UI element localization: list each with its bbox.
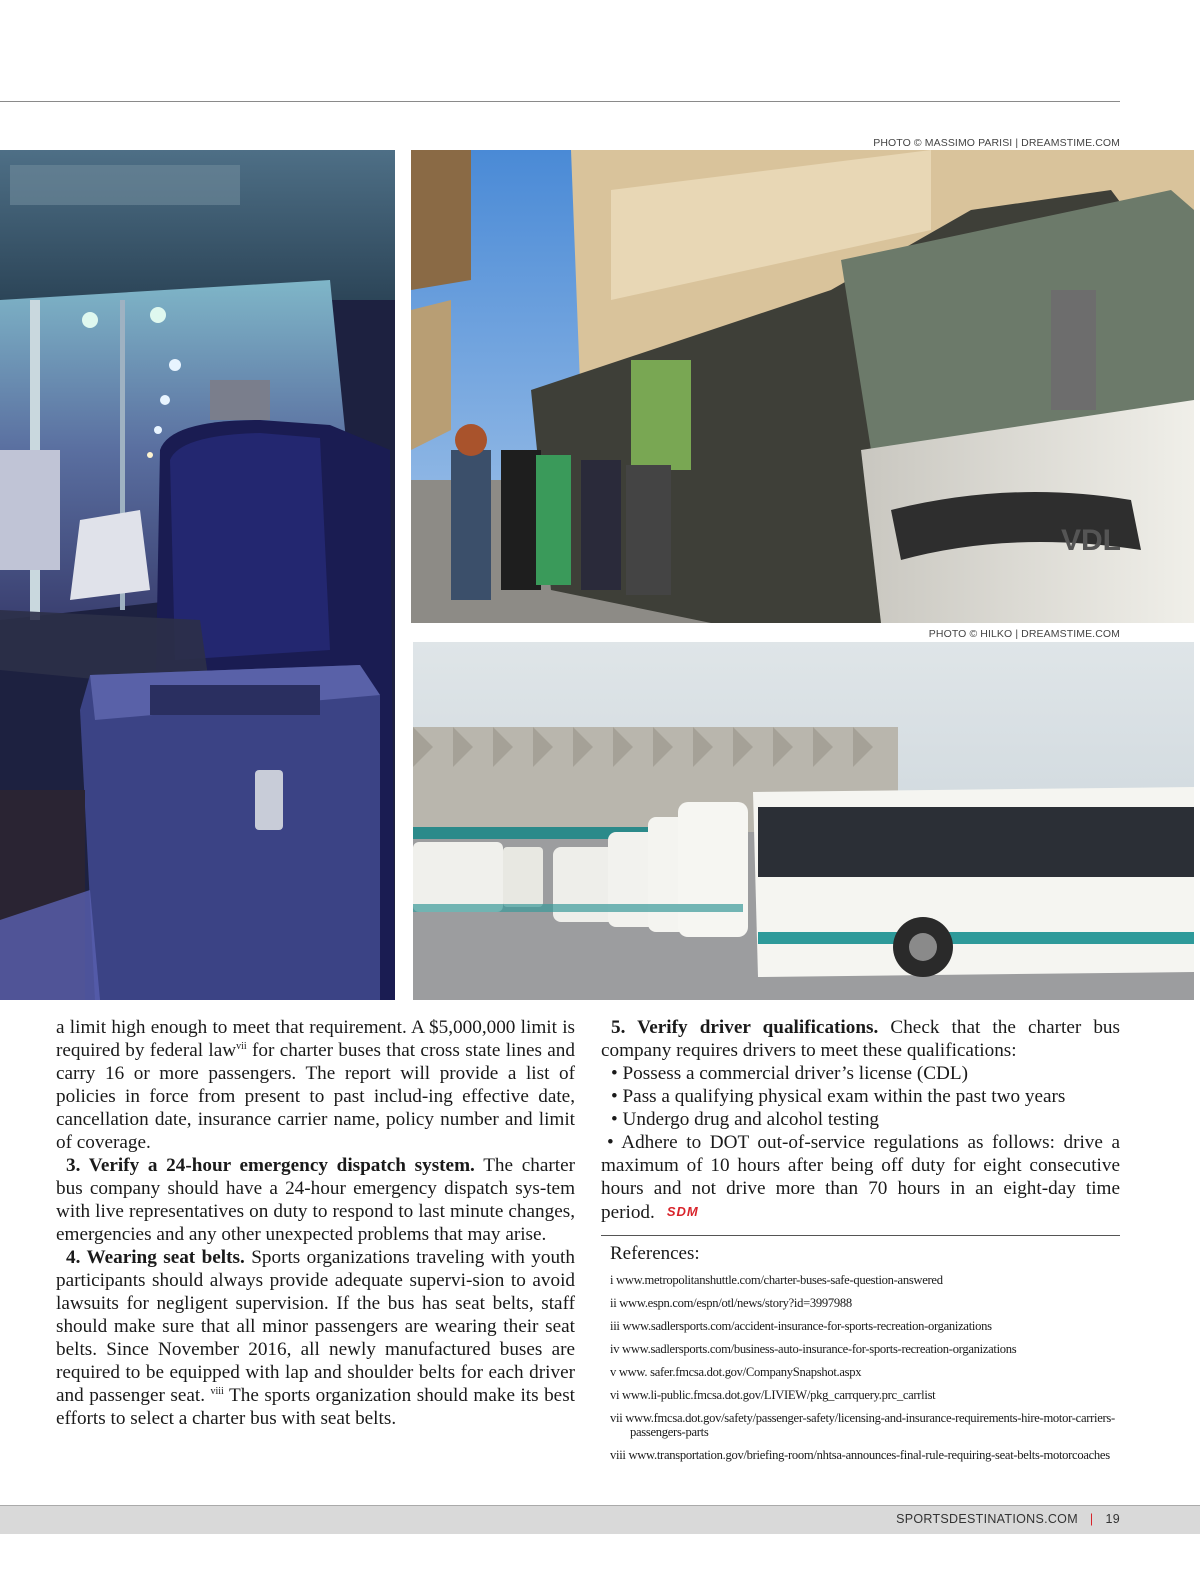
bullet-drug-testing: • Undergo drug and alcohol testing [611, 1109, 880, 1130]
bullet-cdl: • Possess a commercial driver’s license (CDL) [611, 1063, 968, 1084]
footnote-ref-vii: vii [236, 1041, 247, 1052]
paragraph-insurance-limit [56, 1016, 575, 1154]
sdm-end-logo: SDM [666, 1204, 699, 1219]
reference-item: iv www.sadlersports.com/business-auto-insurance-for-sports-recreation-organizations [610, 1342, 1017, 1356]
section-5-heading: 5. Verify driver qualifications. [611, 1017, 879, 1038]
section-3-heading: 3. Verify a 24-hour emergency dispatch system. [66, 1155, 475, 1176]
reference-item: vi www.li-public.fmcsa.dot.gov/LIVIEW/pkg_carrquery.prc_carrlist [610, 1388, 936, 1402]
section-4-body-b: The sports organization should make its best efforts to select a charter bus with seat belts. [56, 1385, 575, 1429]
section-3-dispatch [56, 1154, 575, 1246]
references-list [610, 1273, 1120, 1462]
footer [896, 1512, 1120, 1526]
bullet-dot-regulations [601, 1131, 1120, 1224]
footer-separator: | [1089, 1512, 1094, 1526]
references-section [610, 1243, 1120, 1471]
insurance-limit-text-a: a limit high enough to meet that requirement. A $5,000,000 limit is required by federal law [56, 1017, 575, 1061]
section-5-body: Check that the charter bus company requires drivers to meet these qualifications: [601, 1017, 1120, 1061]
page-number: 19 [1105, 1512, 1120, 1526]
reference-item: iii www.sadlersports.com/accident-insurance-for-sports-recreation-organizations [610, 1319, 992, 1333]
footer-site: SPORTSDESTINATIONS.COM [896, 1512, 1078, 1526]
left-text-column [56, 1016, 575, 1430]
boarding-bus-illustration [411, 150, 1194, 623]
bus-brand-text: VDL [1061, 524, 1121, 557]
section-4-heading: 4. Wearing seat belts. [66, 1247, 245, 1268]
photo-credit-top: PHOTO © MASSIMO PARISI | DREAMSTIME.COM [873, 137, 1120, 149]
reference-item: v www. safer.fmcsa.dot.gov/CompanySnapshot.aspx [610, 1365, 862, 1379]
insurance-limit-text-b: for charter buses that cross state lines and carry 16 or more passengers. The report will provide a list of policies in force from present to past includ-ing effective date, cancellation date, insurance carrier name, policy number and limit of coverage. [56, 1040, 575, 1153]
section-5-driver-qualifications [601, 1016, 1120, 1062]
section-3-body: The charter bus company should have a 24-hour emergency dispatch sys-tem with live representatives on duty to respond to last minute changes, emergencies and any other unexpected problems that may arise. [56, 1155, 575, 1245]
bus-interior-illustration [0, 150, 395, 1000]
photo-bus-interior [0, 150, 395, 1000]
bullet-physical-exam: • Pass a qualifying physical exam within the past two years [611, 1086, 1066, 1107]
parked-buses-illustration [413, 642, 1194, 1000]
footnote-ref-viii: viii [210, 1386, 224, 1397]
section-4-body-a: Sports organizations traveling with youth participants should always provide adequate supervi-sion to avoid lawsuits for negligent supervision. If the bus has seat belts, staff should make sure that all minor passengers are wearing their seat belts. Since November 2016, all newly manufactured buses are required to be equipped with lap and shoulder belts for each driver and passenger seat. [56, 1247, 575, 1406]
references-title: References: [610, 1243, 700, 1264]
top-rule [0, 101, 1120, 102]
reference-item: viii www.transportation.gov/briefing-room/nhtsa-announces-final-rule-requiring-seat-belts-motorcoaches [610, 1448, 1110, 1462]
references-rule [601, 1235, 1120, 1236]
reference-item: ii www.espn.com/espn/otl/news/story?id=3997988 [610, 1296, 852, 1310]
section-4-seat-belts [56, 1246, 575, 1430]
reference-item: vii www.fmcsa.dot.gov/safety/passenger-safety/licensing-and-insurance-requirements-hire-motor-carriers-passengers-parts [610, 1411, 1115, 1439]
right-text-column [601, 1016, 1120, 1224]
photo-parked-buses [413, 642, 1194, 1000]
photo-tourists-boarding-bus [411, 150, 1194, 623]
photo-credit-bottom: PHOTO © HILKO | DREAMSTIME.COM [928, 628, 1120, 640]
reference-item: i www.metropolitanshuttle.com/charter-buses-safe-question-answered [610, 1273, 943, 1287]
bullet-dot-regulations-text: • Adhere to DOT out-of-service regulations as follows: drive a maximum of 10 hours after being off duty for eight consecutive hours and not drive more than 70 hours in an eight-day time period. [601, 1132, 1120, 1223]
